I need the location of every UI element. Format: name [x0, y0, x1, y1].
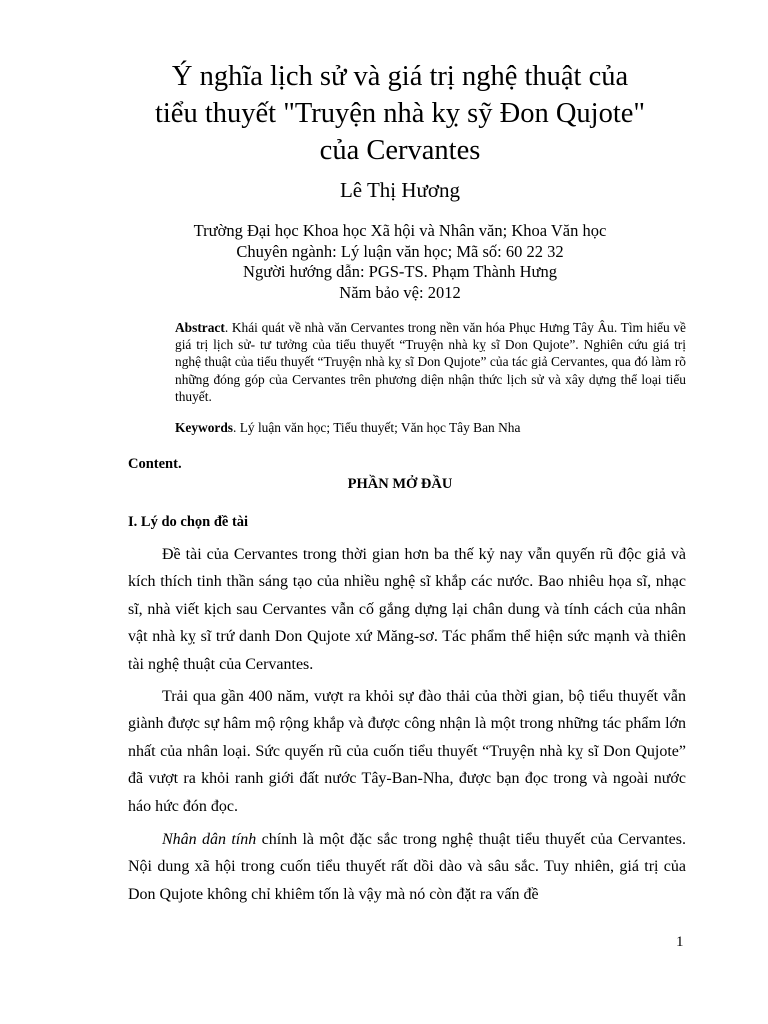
title-line-2: tiểu thuyết "Truyện nhà kỵ sỹ Đon Qujote": [154, 98, 646, 129]
title-line-3: của Cervantes: [319, 135, 481, 166]
section-title: PHẦN MỞ ĐẦU: [347, 476, 453, 492]
paragraph-3-italic: Nhân dân tính: [162, 831, 257, 848]
abstract-text: . Khái quát về nhà văn Cervantes trong nền văn hóa Phục Hưng Tây Âu. Tìm hiểu về giá trị lịch sử- tư tưởng của tiểu thuyết “Truyện nhà kỵ sĩ Don Qujote”. Nghiên cứu giá trị nghệ thuật của tiểu thuyết “Truyện nhà kỵ sĩ Don Qujote” của tác giả Cervantes, qua đó làm rõ những đóng góp của Cervantes trên phương diện nhận thức lịch sử và xây dựng thể loại tiểu thuyết.: [175, 320, 686, 404]
keywords: [175, 419, 695, 436]
abstract-label: Abstract: [175, 320, 225, 335]
author-name: Lê Thị Hương: [339, 178, 461, 202]
keywords-label: Keywords: [175, 420, 234, 435]
defense-year-line: Năm bảo vệ: 2012: [339, 282, 461, 302]
subheading: I. Lý do chọn đề tài: [128, 514, 249, 530]
supervisor-line: Người hướng dẫn: PGS-TS. Phạm Thành Hưng: [243, 262, 557, 281]
paragraph-3-text: chính là một đặc sắc trong nghệ thuật tiểu thuyết của Cervantes. Nội dung xã hội trong cuốn tiểu thuyết rất dồi dào và sâu sắc. Tuy nhiên, giá trị của Don Qujote không chỉ khiêm tốn là vậy mà nó còn đặt ra vấn đề: [128, 831, 686, 903]
title-line-1: Ý nghĩa lịch sử và giá trị nghệ thuật của: [171, 61, 629, 92]
content-label: Content.: [128, 456, 182, 472]
paragraph-2: Trải qua gần 400 năm, vượt ra khỏi sự đào thải của thời gian, bộ tiểu thuyết vẫn giành được sự hâm mộ rộng khắp và được công nhận là một trong những tác phẩm lớn nhất của nhân loại. Sức quyến rũ của cuốn tiểu thuyết “Truyện nhà kỵ sĩ Don Qujote” đã vượt ra khỏi ranh giới đất nước Tây-Ban-Nha, được bạn đọc trong và ngoài nước háo hức đón đọc.: [128, 688, 686, 815]
keywords-text: . Lý luận văn học; Tiểu thuyết; Văn học Tây Ban Nha: [233, 420, 521, 435]
abstract: [175, 319, 686, 405]
paragraph-1: Đề tài của Cervantes trong thời gian hơn ba thế kỷ nay vẫn quyến rũ độc giả và kích thích tinh thần sáng tạo của nhiều nghệ sĩ khắp các nước. Bao nhiêu họa sĩ, nhạc sĩ, nhà viết kịch sau Cervantes vẫn cố gắng dựng lại chân dung và tính cách của nhân vật nhà kỵ sĩ trứ danh Don Qujote xứ Măng-sơ. Tác phẩm thể hiện sức mạnh và thiên tài nghệ thuật của Cervantes.: [128, 546, 686, 673]
institution-line: Trường Đại học Khoa học Xã hội và Nhân văn; Khoa Văn học: [193, 221, 607, 240]
page-number: 1: [676, 934, 684, 950]
thesis-info: [100, 221, 700, 303]
paragraph-3: [128, 826, 686, 908]
major-line: Chuyên ngành: Lý luận văn học; Mã số: 60 22 32: [236, 241, 564, 261]
document-title: [100, 58, 700, 169]
